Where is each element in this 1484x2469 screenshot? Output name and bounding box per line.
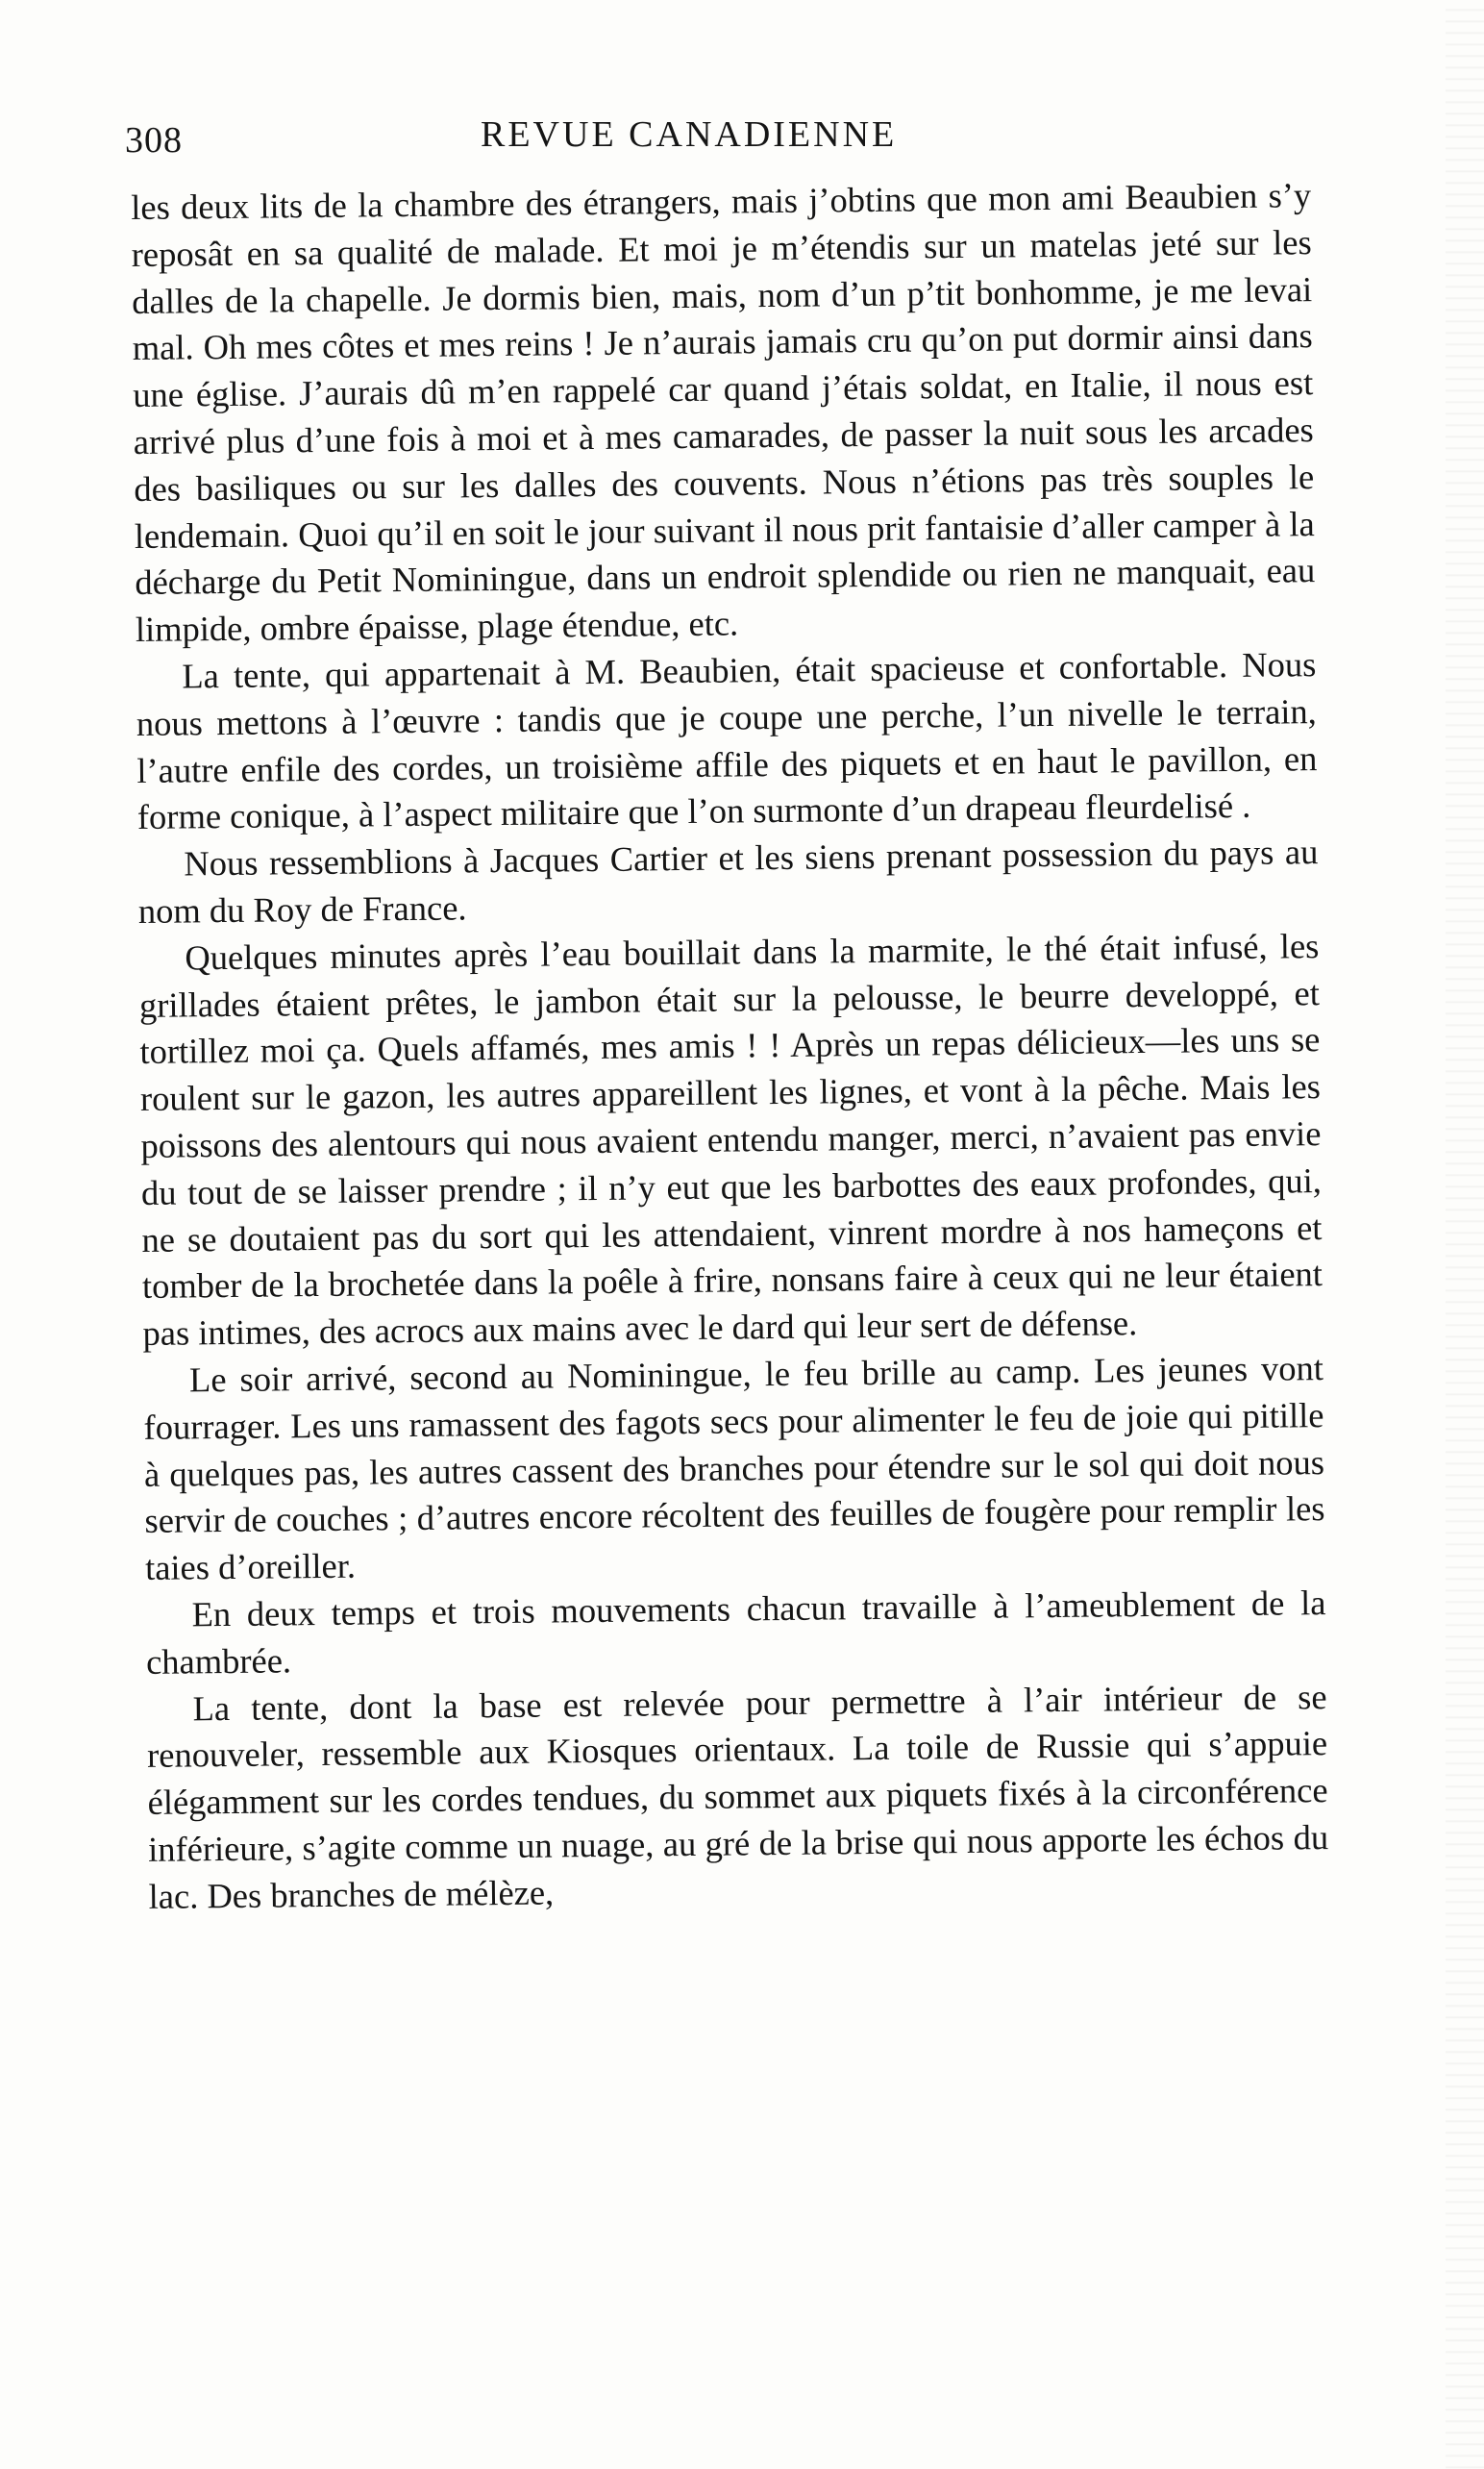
paragraph-5: Le soir arrivé, second au Nominingue, le feu brille au camp. Les jeunes vont fourrager. Les uns ramassent des fagots secs pour alimenter le feu de joie qui pitille à quelques pas, les autres cassent des branches pour étendre sur le sol qui doit nous servir de couches ; d’autres encore récoltent des feuilles de fougère pour remplir les taies d’oreiller. — [143, 1347, 1325, 1588]
page-number: 308 — [125, 120, 183, 161]
paragraph-1: les deux lits de la chambre des étrangers, mais j’obtins que mon ami Beaubien s’y reposât en sa qualité de malade. Et moi je m’étendis sur un matelas jeté sur les dalles de la chapelle. Je dormis bien, mais, nom d’un p’tit bonhomme, je me levai mal. Oh mes côtes et mes reins ! Je n’aurais jamais cru qu’on put dormir ainsi dans une église. J’aurais dû m’en rappelé car quand j’étais soldat, en Italie, il nous est arrivé plus d’une fois à moi et à mes camarades, de passer la nuit sous les arcades des basiliques ou sur les dalles des couvents. Nous n’étions pas très souples le lendemain. Quoi qu’il en soit le jour suivant il nous prit fantaisie d’aller camper à la décharge du Petit Nominingue, dans un endroit splendide ou rien ne manquait, eau limpide, ombre épaisse, plage étendue, etc. — [131, 175, 1316, 650]
body-text — [131, 172, 1332, 2223]
paragraph-3: Nous ressemblions à Jacques Cartier et les siens prenant possession du pays au nom du Roy de France. — [137, 832, 1319, 931]
paragraph-2: La tente, qui appartenait à M. Beaubien, était spacieuse et confortable. Nous nous mettons à l’œuvre : tandis que je coupe une perche, l’un nivelle le terrain, l’autre enfile des cordes, un troisième affile des piquets et en haut le pavillon, en forme conique, à l’aspect militaire que l’on surmonte d’un drapeau fleurdelisé . — [136, 644, 1318, 837]
paragraph-6: En deux temps et trois mouvements chacun travaille à l’ameublement de la chambrée. — [145, 1582, 1326, 1682]
page-header — [125, 108, 1317, 165]
scan-edge-noise — [1446, 0, 1484, 2469]
paragraph-4: Quelques minutes après l’eau bouillait dans la marmite, le thé était infusé, les grillades étaient prêtes, le jambon était sur la pelousse, le beurre developpé, et tortillez moi ça. Quels affamés, mes amis ! ! Après un repas délicieux—les uns se roulent sur le gazon, les autres appareillent les lignes, et vont à la pêche. Mais les poissons des alentours qui nous avaient entendu manger, merci, n’avaient pas envie du tout de se laisser prendre ; il n’y eut que les barbottes des eaux profondes, qui, ne se doutaient pas du sort qui les attendaient, vinrent mordre à nos hameçons et tomber de la brochetée dans la poêle à frire, nonsans faire à ceux qui ne leur étaient pas intimes, des acrocs aux mains avec le dard qui leur sert de défense. — [138, 925, 1323, 1354]
running-head: REVUE CANADIENNE — [481, 114, 898, 155]
paragraph-7: La tente, dont la base est relevée pour permettre à l’air intérieur de se renouveler, ressemble aux Kiosques orientaux. La toile de Russie qui s’appuie élégamment sur les cordes tendues, du sommet aux piquets fixés à la circonférence inférieure, s’agite comme un nuage, au gré de la brise qui nous apporte les échos du lac. Des branches de mélèze, — [146, 1676, 1329, 1916]
